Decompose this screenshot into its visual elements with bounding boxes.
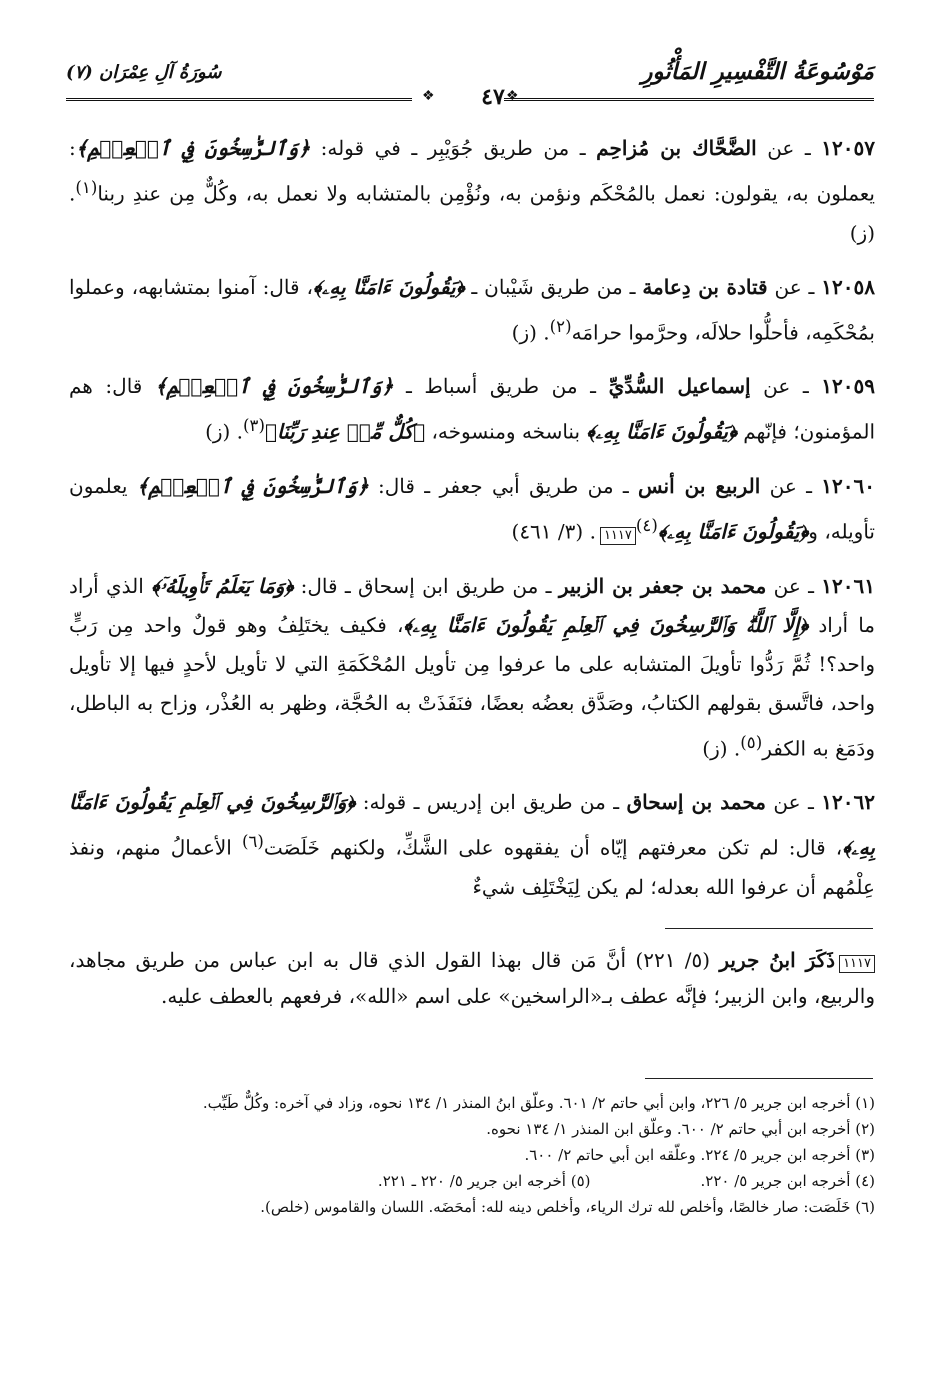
entry-number: ١٢٠٥٩ — [821, 374, 876, 399]
narrator-name: الربيع بن أنس — [638, 473, 761, 498]
note-number-box: ١١١٧ — [839, 955, 875, 973]
entry-text: . (ز) — [511, 320, 550, 345]
note-reference-box[interactable]: ١١١٧ — [600, 527, 636, 545]
entry-text: . (ز) — [702, 736, 741, 761]
footnote-ref[interactable]: (١) — [75, 178, 98, 197]
footnote: (٢) أخرجه ابن أبي حاتم ٢/ ٦٠٠. وعلّق ابن المنذر ١/ ١٣٤ نحوه. — [486, 1120, 875, 1138]
entry-text: ـ من طريق ابن إسحاق ـ قال: — [293, 573, 559, 598]
quran-quote: ﴿وَٱلرَّٰسِخُونَ فِي ٱلۡعِلۡمِ يَقُولُونَ ءَامَنَّا بِهِۦ﴾ — [69, 790, 875, 860]
ornament-icon: ❖ — [506, 88, 519, 104]
footnotes-divider — [645, 1078, 873, 1079]
entry-text: ـ عن — [760, 473, 822, 498]
page-header — [66, 52, 874, 112]
footnote: (٤) أخرجه ابن جرير ٥/ ٢٢٠. — [700, 1172, 875, 1190]
footnote-ref[interactable]: (٣) — [243, 416, 265, 436]
entry-text: ـ من طريق ابن إدريس ـ قوله: — [355, 790, 627, 815]
footnote-ref[interactable]: (٥) — [740, 732, 763, 752]
quran-quote: ﴿وَٱلرَّٰسِخُونَ فِي ٱلۡعِلۡمِ﴾ — [136, 473, 369, 498]
ornament-icon: ❖ — [422, 88, 435, 104]
header-rule-right — [504, 98, 874, 101]
narration-entry — [69, 367, 875, 452]
quran-quote: ﴿يَقُولُونَ ءَامَنَّا بِهِۦ﴾ — [657, 519, 809, 544]
entry-text: ـ عن — [765, 790, 822, 815]
entry-text: ـ عن — [756, 136, 822, 160]
entry-text: ـ عن — [767, 274, 822, 299]
entry-text: الأعمالُ منهم، ونفذ عِلْمُهم أن عرفوا الله بعدله؛ لم يكن لِيَخْتَلِف شيءٌ — [69, 835, 875, 899]
note-scholar-name: ابنُ جرير — [719, 948, 796, 972]
entry-text: الذي أراد ما أراد — [69, 573, 875, 637]
quran-quote: ﴿يَقُولُونَ ءَامَنَّا بِهِۦ﴾ — [312, 274, 465, 299]
footnote: (١) أخرجه ابن جرير ٥/ ٢٢٦، وابن أبي حاتم ٢/ ٦٠١. وعلّق ابنُ المنذر ١/ ١٣٤ نحوه، وزاد في آخره: وكُلٌّ طَيِّب. — [202, 1094, 875, 1112]
entry-text: . (ز) — [69, 181, 875, 245]
entry-number: ١٢٠٦١ — [821, 573, 875, 598]
footnote: (٣) أخرجه ابن جرير ٥/ ٢٢٤. وعلّقه ابن أبي حاتم ٢/ ٦٠٠. — [524, 1146, 875, 1164]
narrator-name: محمد بن جعفر بن الزبير — [558, 573, 767, 598]
narrator-name: قتادة بن دِعامة — [642, 274, 768, 299]
book-title: مَوْسُوعَةُ التَّفْسِيرِ المَأْثُورِ — [641, 58, 874, 85]
entry-text: ، فكيف يختَلِفُ وهو قولٌ واحد مِن رَبٍّ واحد؟! ثُمَّ رَدُّوا تأويلَ المتشابه على ما عرفوا مِن تأويل المُحْكَمَةِ التي لا تأويل لأحدٍ فيها إلا تأويل واحد، فاتَّسق بقولهم الكتابُ، وصَدَّق بعضُه بعضًا، فنَفَذَتْ به الحُجَّة، وظهر به العُذْر، وزاح به الباطل، ودَمَغ به الكفر — [69, 612, 875, 761]
entry-text: ـ من طريق جُوَيْبِر ـ في قوله: — [310, 136, 597, 160]
entry-text: قال: هم المؤمنون؛ فإنّهم — [69, 374, 875, 444]
entry-text: بناسخه ومنسوخه، — [425, 419, 587, 444]
entry-text: ـ من طريق أسباط ـ — [393, 374, 609, 399]
entry-number: ١٢٠٦٠ — [821, 473, 875, 498]
entry-number: ١٢٠٦٢ — [821, 790, 875, 815]
quran-quote: ﴿وَٱلرَّٰسِخُونَ فِي ٱلۡعِلۡمِ﴾ — [75, 136, 311, 160]
narration-entry — [69, 129, 875, 253]
quran-quote: ﴿يَقُولُونَ ءَامَنَّا بِهِۦ﴾ — [586, 419, 737, 444]
narration-entry — [69, 783, 875, 907]
entry-text: . (ز) — [205, 419, 244, 444]
entry-number: ١٢٠٥٨ — [821, 274, 876, 299]
header-rule-left — [66, 98, 412, 101]
footnote-row — [69, 1168, 875, 1194]
narration-entry — [69, 268, 875, 353]
commentary-note — [69, 942, 875, 1014]
quran-quote: ﴿كُلٌّ مِّنۡ عِندِ رَبِّنَا﴾ — [265, 419, 426, 444]
quran-quote: ﴿إِلَّا ٱللَّهُۗ وَٱلرَّٰسِخُونَ فِي ٱلۡعِلۡمِ يَقُولُونَ ءَامَنَّا بِهِۦ﴾ — [403, 612, 809, 637]
surah-title: سُورَةُ آلِ عِمْرَان (٧) — [66, 62, 222, 83]
entry-text: ـ من طريق شَيْبان ـ — [464, 274, 643, 299]
entry-text: ـ عن — [766, 573, 822, 598]
main-text — [69, 129, 875, 922]
narration-entry — [69, 467, 875, 552]
entry-text: ، قال: آمنوا بمتشابهه، وعملوا بمُحْكَمِه، فأحلُّوا حلالَه، وحرَّموا حرامَه — [69, 274, 875, 345]
entry-text: : يعملون به، يقولون: نعمل بالمُحْكَم ونؤمن به، ونُؤْمِن بالمتشابه ولا نعمل به، وكُلٌّ مِن عندِ ربنا — [69, 136, 875, 206]
narrator-name: إسماعيل السُّدِّيِّ — [608, 374, 751, 399]
entry-number: ١٢٠٥٧ — [821, 136, 875, 160]
note-text: (٥/ ٢٢١) أنَّ مَن قال بهذا القول الذي قال به ابن عباس من طريق مجاهد، والربيع، وابن الزبير؛ فإنَّه عطف بـ«الراسخين» على اسم «الله»، فرفعهم بالعطف عليه. — [69, 948, 875, 1008]
narrator-name: محمد بن إسحاق — [626, 790, 766, 815]
footnote: (٦) خَلَصَت: صار خالصًا، وأخلص لله ترك الرياء، وأخلص دينه لله: أمحَضَه. اللسان والقاموس (خلص). — [260, 1198, 875, 1216]
footnote-ref[interactable]: (٤) — [635, 515, 658, 535]
footnote-ref[interactable]: (٦) — [241, 832, 264, 852]
quran-quote: ﴿وَمَا يَعۡلَمُ تَأۡوِيلَهُۥٓ﴾ — [151, 573, 294, 598]
narrator-name: الضَّحَّاك بن مُزاحِم — [596, 136, 757, 160]
note-divider — [665, 928, 873, 929]
note-lead: ذَكَرَ — [795, 948, 836, 972]
entry-text: ، قال: لم تكن معرفتهم إيّاه أن يفقهوه على الشَّكِّ، ولكنهم خَلَصَت — [263, 835, 843, 860]
entry-text: ـ عن — [750, 374, 822, 399]
footnote: (٥) أخرجه ابن جرير ٥/ ٢٢٠ ـ ٢٢١. — [377, 1172, 591, 1190]
narration-entry — [69, 567, 875, 769]
quran-quote: ﴿وَٱلرَّٰسِخُونَ فِي ٱلۡعِلۡمِ﴾ — [154, 374, 394, 399]
entry-text: . (٣/ ٤٦١) — [511, 519, 596, 544]
entry-text: ـ من طريق أبي جعفر ـ قال: — [368, 473, 639, 498]
page-number: ٤٧ — [481, 84, 505, 110]
footnotes — [69, 1090, 875, 1220]
footnote-ref[interactable]: (٢) — [549, 316, 572, 336]
entry-text: يعلمون تأويله، و — [69, 473, 875, 544]
